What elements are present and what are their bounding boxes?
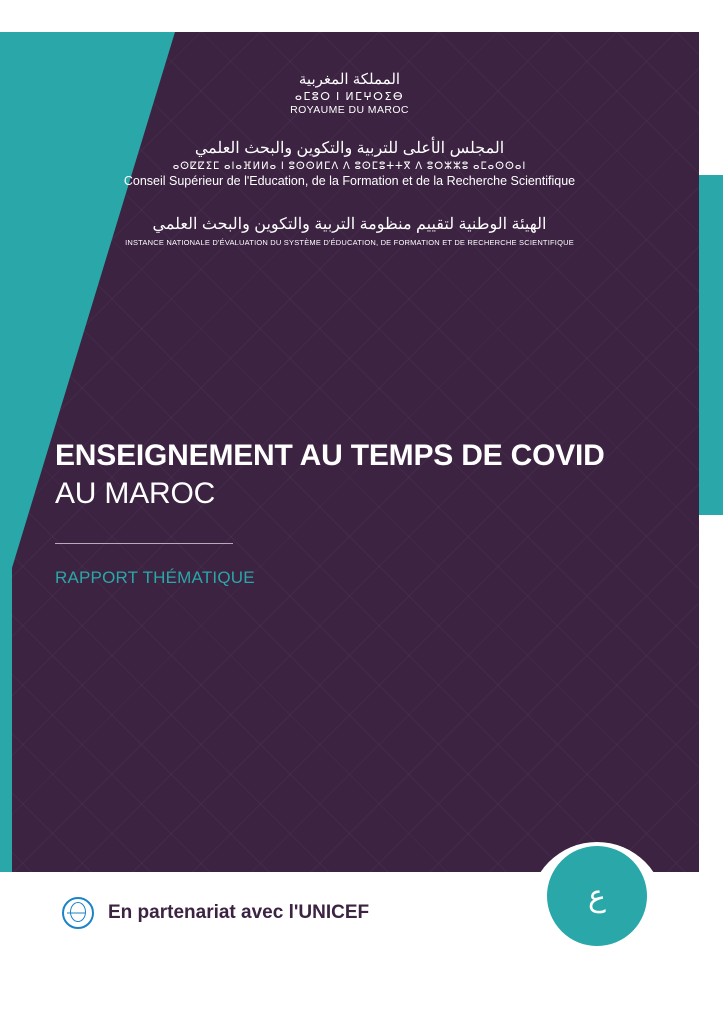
report-title <box>55 437 655 513</box>
institution-emblem-icon: ع <box>547 846 647 946</box>
title-divider <box>55 543 233 544</box>
kingdom-name-french: ROYAUME DU MAROC <box>290 104 409 116</box>
instance-name-arabic: الهيئة الوطنية لتقييم منظومة التربية والتكوين والبحث العلمي <box>152 216 547 233</box>
partner-label: En partenariat avec l'UNICEF <box>108 902 370 923</box>
unicef-logo-icon <box>62 897 94 929</box>
cover-panel <box>0 32 699 960</box>
council-name-french: Conseil Supérieur de l'Education, de la Formation et de la Recherche Scientifique <box>123 174 576 188</box>
institution-header <box>0 70 699 247</box>
council-name-arabic: المجلس الأعلى للتربية والتكوين والبحث العلمي <box>194 140 505 157</box>
report-title-line2: AU MAROC <box>55 477 216 511</box>
title-block <box>55 437 655 588</box>
right-teal-accent-bar <box>699 175 723 515</box>
report-title-line1: ENSEIGNEMENT AU TEMPS DE COVID <box>55 439 605 472</box>
kingdom-name-arabic: المملكة المغربية <box>298 71 401 88</box>
council-name-tifinagh: ⴰⵙⵇⵇⵉⵎ ⴰⵏⴰⴼⵍⵍⴰ ⵏ ⵓⵙⵙⵍⵎⴷ ⴷ ⵓⵙⵎⵓⵜⵜⴳ ⴷ ⵓⵔⵣⵣⵓ ⴰⵎⴰⵙⵙⴰⵏ <box>172 161 527 172</box>
report-subtitle: RAPPORT THÉMATIQUE <box>55 568 255 588</box>
footer-band <box>0 872 699 960</box>
kingdom-name-tifinagh: ⴰⵎⵓⵔ ⵏ ⵍⵎⵖⵔⵉⴱ <box>294 91 405 103</box>
instance-name-french: INSTANCE NATIONALE D'ÉVALUATION DU SYSTÈME D'ÉDUCATION, DE FORMATION ET DE RECHERCHE SCIENTIFIQUE <box>125 238 574 247</box>
partner-row <box>62 897 369 929</box>
